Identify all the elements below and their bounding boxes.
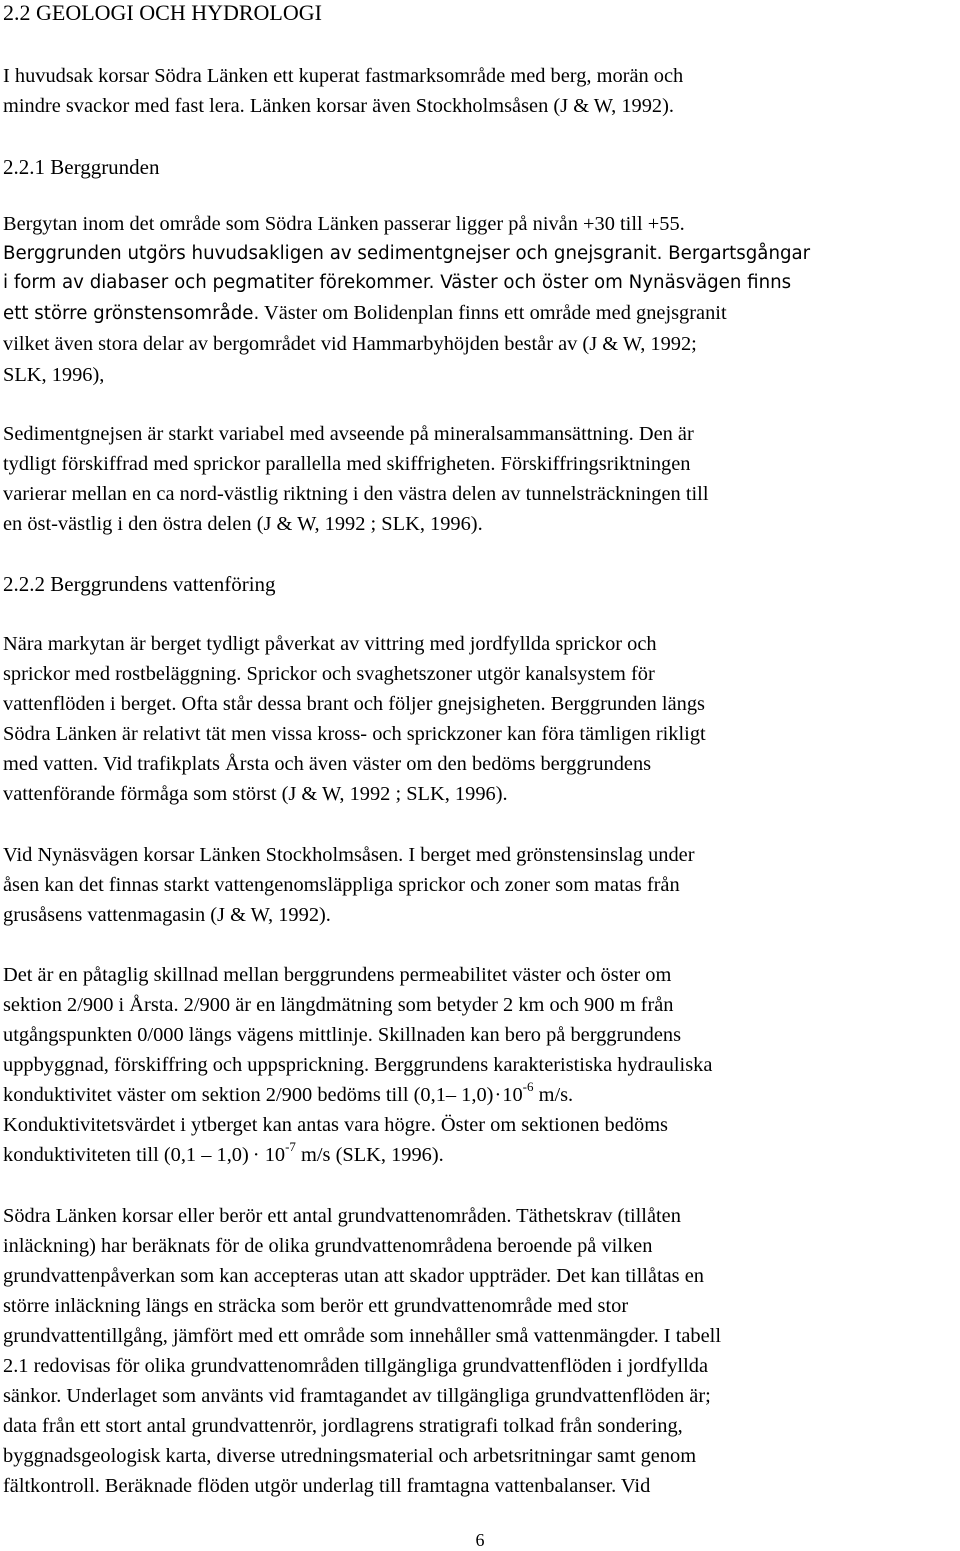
paragraph-line: åsen kan det finnas starkt vattengenomsläppliga sprickor och zoner som matas från [3, 874, 680, 896]
paragraph-line: 2.1 redovisas för olika grundvattenområden tillgängliga grundvattenflöden i jordfyllda [3, 1355, 708, 1377]
paragraph-line: Konduktivitetsvärdet i ytberget kan antas vara högre. Öster om sektionen bedöms [3, 1114, 668, 1136]
paragraph-line: i form av diabaser och pegmatiter förekommer. Väster och öster om Nynäsvägen finns [3, 272, 792, 293]
paragraph-line: data från ett stort antal grundvattenrör, jordlagrens stratigrafi tolkad från sondering, [3, 1415, 683, 1437]
paragraph-line [3, 1139, 444, 1166]
paragraph-line: Vid Nynäsvägen korsar Länken Stockholmsåsen. I berget med grönstensinslag under [3, 844, 695, 866]
section-heading: 2.2 GEOLOGI OCH HYDROLOGI [3, 0, 322, 25]
paragraph-line: SLK, 1996), [3, 364, 105, 386]
paragraph-line: utgångspunkten 0/000 längs vägens mittlinje. Skillnaden kan bero på berggrundens [3, 1024, 682, 1046]
paragraph-line: Berggrunden utgörs huvudsakligen av sedimentgnejser och gnejsgranit. Bergartsgångar [3, 243, 811, 264]
paragraph-text: ett större grönstensområde. [3, 303, 260, 324]
paragraph-line: Bergytan inom det område som Södra Länken passerar ligger på nivån +30 till +55. [3, 213, 685, 235]
paragraph-line: vilket även stora delar av bergområdet vid Hammarbyhöjden består av (J & W, 1992; [3, 333, 697, 355]
paragraph-line: Södra Länken är relativt tät men vissa kross- och sprickzoner kan föra tämligen rikligt [3, 723, 706, 745]
paragraph-line [3, 303, 727, 323]
paragraph-line: större inläckning längs en sträcka som berör ett grundvattenområde med stor [3, 1295, 629, 1317]
paragraph-text: m/s. [533, 1084, 574, 1106]
paragraph-line: med vatten. Vid trafikplats Årsta och även väster om den bedöms berggrundens [3, 753, 652, 775]
paragraph-line: vattenförande förmåga som störst (J & W, 1992 ; SLK, 1996). [3, 783, 508, 805]
paragraph-line: vattenflöden i berget. Ofta står dessa brant och följer gnejsigheten. Berggrunden längs [3, 693, 705, 715]
paragraph-text: konduktiviteten till (0,1 – 1,0) [3, 1144, 249, 1166]
exponent-base: 10 [259, 1144, 286, 1166]
page-number: 6 [475, 1530, 485, 1550]
paragraph-text: Väster om Bolidenplan finns ett område med gnejsgranit [263, 302, 727, 324]
paragraph-line: grundvattenpåverkan som kan accepteras utan att skador uppträder. Det kan tillåtas en [3, 1265, 704, 1287]
paragraph-line: Det är en påtaglig skillnad mellan berggrundens permeabilitet väster och öster om [3, 964, 672, 986]
exponent: -7 [285, 1139, 296, 1154]
multiplication-dot: · [252, 1144, 260, 1166]
paragraph-line: sektion 2/900 i Årsta. 2/900 är en längdmätning som betyder 2 km och 900 m från [3, 994, 674, 1016]
exponent-base: 10 [502, 1084, 523, 1106]
intro-line: mindre svackor med fast lera. Länken korsar även Stockholmsåsen (J & W, 1992). [3, 95, 675, 117]
exponent: -6 [522, 1079, 534, 1094]
paragraph-line: sänkor. Underlaget som använts vid framtagandet av tillgängliga grundvattenflöden är; [3, 1385, 711, 1407]
paragraph-line: Södra Länken korsar eller berör ett antal grundvattenområden. Täthetskrav (tillåten [3, 1205, 681, 1227]
paragraph-text: m/s (SLK, 1996). [295, 1144, 444, 1166]
intro-line: I huvudsak korsar Södra Länken ett kuperat fastmarksområde med berg, morän och [3, 65, 684, 87]
paragraph-line: Nära markytan är berget tydligt påverkat av vittring med jordfyllda sprickor och [3, 633, 657, 655]
paragraph-line: varierar mellan en ca nord-västlig riktning i den västra delen av tunnelsträckningen till [3, 483, 709, 505]
paragraph-line: grundvattentillgång, jämfört med ett område som innehåller små vattenmängder. I tabell [3, 1325, 721, 1347]
paragraph-line: grusåsens vattenmagasin (J & W, 1992). [3, 904, 331, 926]
subsection-heading: 2.2.2 Berggrundens vattenföring [3, 572, 276, 596]
paragraph-line: sprickor med rostbeläggning. Sprickor och svaghetszoner utgör kanalsystem för [3, 663, 655, 685]
paragraph-text: konduktivitet väster om sektion 2/900 bedöms till (0,1– 1,0) [3, 1084, 494, 1106]
multiplication-dot: · [494, 1084, 502, 1106]
paragraph-line: fältkontroll. Beräknade flöden utgör underlag till framtagna vattenbalanser. Vid [3, 1475, 651, 1497]
subsection-heading: 2.2.1 Berggrunden [3, 155, 160, 179]
paragraph-line: inläckning) har beräknats för de olika grundvattenområdena beroende på vilken [3, 1235, 653, 1257]
paragraph-line: tydligt förskiffrad med sprickor parallella med skiffrigheten. Förskiffringsriktningen [3, 453, 691, 475]
paragraph-line: byggnadsgeologisk karta, diverse utredningsmaterial och arbetsritningar samt genom [3, 1445, 697, 1467]
paragraph-line: Sedimentgnejsen är starkt variabel med avseende på mineralsammansättning. Den är [3, 423, 694, 445]
paragraph-line: uppbyggnad, förskiffring och uppsprickning. Berggrundens karakteristiska hydrauliska [3, 1054, 713, 1076]
paragraph-line [3, 1079, 574, 1106]
paragraph-line: en öst-västlig i den östra delen (J & W, 1992 ; SLK, 1996). [3, 513, 483, 535]
